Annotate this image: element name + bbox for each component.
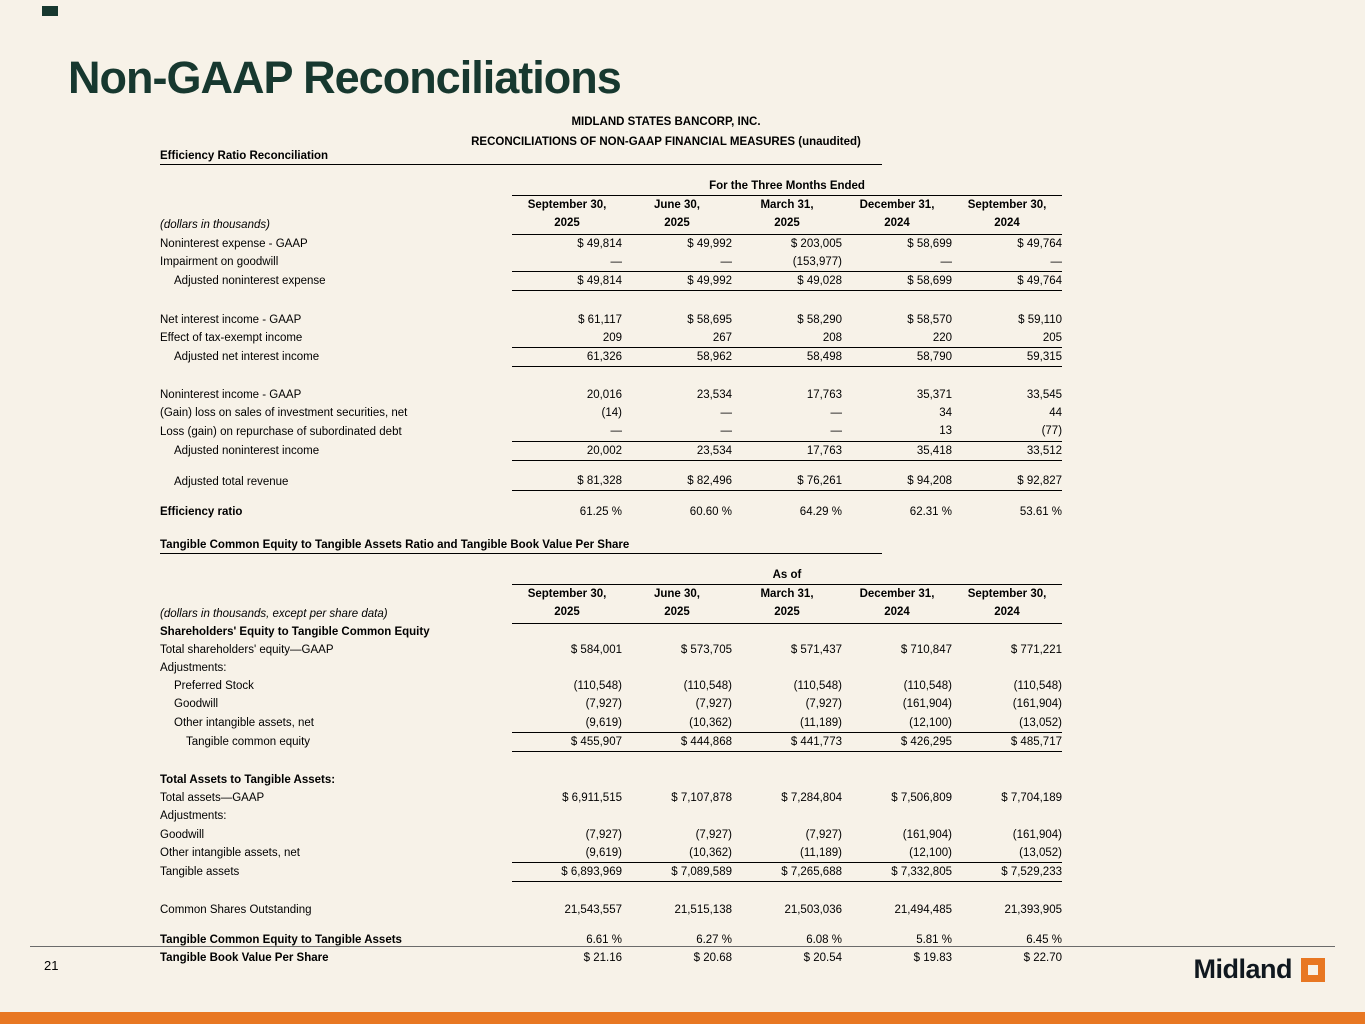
cell-value: $ 58,699 bbox=[842, 271, 952, 290]
cell-value: (110,548) bbox=[793, 680, 842, 693]
column-header: September 30, 2025 bbox=[512, 584, 622, 623]
footer-divider bbox=[30, 946, 1335, 947]
cell-value: 58,962 bbox=[622, 347, 732, 366]
cell-value: $ 58,695 bbox=[687, 313, 732, 326]
cell-value: $ 94,208 bbox=[842, 472, 952, 491]
column-header: September 30, 2024 bbox=[952, 584, 1062, 623]
table-row bbox=[160, 901, 1062, 919]
column-header: June 30, 2025 bbox=[622, 584, 732, 623]
cell-value: 58,790 bbox=[842, 347, 952, 366]
cell-value: $ 59,110 bbox=[1018, 313, 1063, 326]
cell-value: 5.81 % bbox=[916, 934, 952, 947]
column-header: June 30, 2025 bbox=[622, 196, 732, 235]
cell-value: 64.29 % bbox=[799, 505, 842, 518]
table-row bbox=[160, 503, 1062, 521]
cell-value: 17,763 bbox=[732, 441, 842, 460]
page-title: Non-GAAP Reconciliations bbox=[68, 52, 621, 103]
units-note: (dollars in thousands, except per share data) bbox=[160, 607, 388, 620]
row-label: Efficiency ratio bbox=[160, 505, 243, 518]
row-label: Common Shares Outstanding bbox=[160, 904, 312, 917]
row-label: Tangible common equity bbox=[186, 736, 311, 749]
cell-value: $ 49,992 bbox=[622, 271, 732, 290]
table-row bbox=[160, 441, 1062, 460]
cell-value: 267 bbox=[712, 331, 732, 344]
row-label: (Gain) loss on sales of investment securities, net bbox=[160, 407, 408, 420]
cell-value: (7,927) bbox=[805, 828, 842, 841]
cell-value: $ 92,827 bbox=[952, 472, 1062, 491]
cell-value: — bbox=[830, 425, 842, 438]
cell-value: (161,904) bbox=[1012, 828, 1062, 841]
cell-value: (10,362) bbox=[689, 846, 732, 859]
cell-value: 53.61 % bbox=[1019, 505, 1063, 518]
cell-value bbox=[732, 771, 842, 789]
cell-value: $ 7,089,589 bbox=[622, 862, 732, 881]
table-header-row bbox=[160, 196, 1062, 235]
cell-value: 220 bbox=[932, 331, 952, 344]
row-label: Other intangible assets, net bbox=[160, 847, 300, 860]
cell-value: — bbox=[720, 407, 732, 420]
cell-value: $ 6,893,969 bbox=[512, 862, 622, 881]
cell-value bbox=[952, 659, 1062, 677]
cell-value: — bbox=[720, 255, 732, 268]
table-row bbox=[160, 271, 1062, 290]
cell-value bbox=[952, 771, 1062, 789]
cell-value: (110,548) bbox=[903, 680, 952, 693]
units-note: (dollars in thousands) bbox=[160, 219, 270, 232]
cell-value: (161,904) bbox=[902, 698, 952, 711]
cell-value: 21,543,557 bbox=[564, 904, 622, 917]
table-row bbox=[160, 472, 1062, 491]
cell-value: $ 6,911,515 bbox=[562, 792, 622, 805]
cell-value: $ 485,717 bbox=[952, 732, 1062, 751]
cell-value: $ 20.54 bbox=[803, 952, 842, 965]
row-label: Adjusted net interest income bbox=[174, 351, 320, 364]
document-subtitle: RECONCILIATIONS OF NON-GAAP FINANCIAL MEASURES (unaudited) bbox=[471, 136, 861, 149]
period-header: As of bbox=[512, 566, 1062, 585]
cell-value: $ 441,773 bbox=[732, 732, 842, 751]
cell-value: $ 49,764 bbox=[1017, 237, 1063, 250]
cell-value: (161,904) bbox=[902, 828, 952, 841]
table-row bbox=[160, 732, 1062, 751]
spacer-row bbox=[160, 366, 1062, 386]
cell-value bbox=[512, 623, 622, 641]
document-header bbox=[0, 112, 1332, 152]
cell-value: $ 7,107,878 bbox=[671, 792, 732, 805]
table-row bbox=[160, 253, 1062, 272]
cell-value: — bbox=[940, 255, 952, 268]
row-label: Tangible assets bbox=[160, 866, 240, 879]
cell-value: (7,927) bbox=[585, 698, 622, 711]
cell-value: (9,619) bbox=[585, 846, 622, 859]
cell-value: 20,016 bbox=[586, 389, 622, 402]
table-header-row bbox=[160, 566, 1062, 585]
table-header-row bbox=[160, 584, 1062, 623]
cell-value: 61.25 % bbox=[579, 505, 622, 518]
cell-value: (10,362) bbox=[689, 716, 732, 729]
cell-value: — bbox=[720, 425, 732, 438]
row-label: Preferred Stock bbox=[174, 680, 254, 693]
cell-value: (77) bbox=[1041, 425, 1063, 438]
cell-value: (7,927) bbox=[695, 828, 732, 841]
cell-value: $ 573,705 bbox=[680, 644, 732, 657]
cell-value: (110,548) bbox=[683, 680, 732, 693]
row-label: Tangible Common Equity to Tangible Assets bbox=[160, 934, 402, 947]
cell-value: 21,494,485 bbox=[894, 904, 952, 917]
cell-value: $ 58,570 bbox=[907, 313, 952, 326]
table-header-row bbox=[160, 177, 1062, 196]
cell-value: (13,052) bbox=[1019, 846, 1062, 859]
cell-value: 208 bbox=[822, 331, 842, 344]
cell-value: (7,927) bbox=[585, 828, 622, 841]
cell-value: $ 571,437 bbox=[790, 644, 842, 657]
cell-value: $ 203,005 bbox=[790, 237, 842, 250]
cell-value: — bbox=[610, 255, 622, 268]
logo-text: Midland bbox=[1193, 954, 1292, 984]
bottom-accent-bar bbox=[0, 1012, 1365, 1024]
cell-value: — bbox=[610, 425, 622, 438]
column-header: September 30, 2025 bbox=[512, 196, 622, 235]
cell-value: $ 49,764 bbox=[952, 271, 1062, 290]
cell-value: 33,512 bbox=[952, 441, 1062, 460]
cell-value: 60.60 % bbox=[689, 505, 732, 518]
spacer-row bbox=[160, 291, 1062, 311]
cell-value: $ 444,868 bbox=[622, 732, 732, 751]
column-header: September 30, 2024 bbox=[952, 196, 1062, 235]
cell-value: $ 426,295 bbox=[842, 732, 952, 751]
cell-value: $ 76,261 bbox=[732, 472, 842, 491]
column-header: December 31, 2024 bbox=[842, 196, 952, 235]
row-label: Adjusted noninterest income bbox=[174, 445, 320, 458]
table-row bbox=[160, 386, 1062, 404]
cell-value: $ 7,704,189 bbox=[1001, 792, 1062, 805]
row-label: Goodwill bbox=[160, 828, 205, 841]
cell-value: 34 bbox=[939, 407, 952, 420]
cell-value: (110,548) bbox=[573, 680, 622, 693]
column-header: March 31, 2025 bbox=[732, 196, 842, 235]
cell-value: 59,315 bbox=[952, 347, 1062, 366]
efficiency-ratio-table bbox=[160, 177, 1062, 521]
cell-value: $ 455,907 bbox=[512, 732, 622, 751]
cell-value: (11,189) bbox=[800, 716, 842, 729]
section-title-efficiency-ratio: Efficiency Ratio Reconciliation bbox=[160, 150, 882, 165]
spacer-row bbox=[160, 919, 1062, 931]
cell-value: (11,189) bbox=[800, 846, 842, 859]
cell-value: $ 19.83 bbox=[913, 952, 952, 965]
cell-value: (7,927) bbox=[695, 698, 732, 711]
spacer-row bbox=[160, 491, 1062, 503]
cell-value: 61,326 bbox=[512, 347, 622, 366]
logo-square-icon bbox=[1301, 958, 1325, 982]
cell-value: 6.08 % bbox=[806, 934, 842, 947]
cell-value: $ 82,496 bbox=[622, 472, 732, 491]
cell-value: $ 20.68 bbox=[693, 952, 732, 965]
cell-value bbox=[842, 659, 952, 677]
row-label: Adjusted total revenue bbox=[174, 475, 289, 488]
section-title-tangible-equity: Tangible Common Equity to Tangible Assets Ratio and Tangible Book Value Per Share bbox=[160, 539, 882, 554]
cell-value: 205 bbox=[1042, 331, 1063, 344]
cell-value bbox=[622, 807, 732, 825]
cell-value: (161,904) bbox=[1012, 698, 1062, 711]
cell-value: (14) bbox=[601, 407, 622, 420]
period-header: For the Three Months Ended bbox=[512, 177, 1062, 196]
cell-value: (153,977) bbox=[792, 255, 842, 268]
corner-mark bbox=[42, 6, 58, 16]
cell-value: — bbox=[1050, 255, 1063, 268]
cell-value: $ 81,328 bbox=[512, 472, 622, 491]
cell-value bbox=[732, 807, 842, 825]
cell-value: (110,548) bbox=[1013, 680, 1062, 693]
row-label: Adjustments: bbox=[160, 810, 227, 823]
cell-value: (9,619) bbox=[585, 716, 622, 729]
row-label: Adjustments: bbox=[160, 662, 227, 675]
table-row bbox=[160, 422, 1062, 441]
cell-value: 21,515,138 bbox=[674, 904, 732, 917]
cell-value bbox=[512, 807, 622, 825]
cell-value: 33,545 bbox=[1026, 389, 1063, 402]
table-row bbox=[160, 659, 1062, 677]
tangible-equity-table bbox=[160, 566, 1062, 968]
cell-value bbox=[952, 807, 1062, 825]
row-label: Effect of tax-exempt income bbox=[160, 332, 303, 345]
cell-value: 21,503,036 bbox=[784, 904, 842, 917]
row-label: Noninterest expense - GAAP bbox=[160, 237, 308, 250]
cell-value: $ 49,814 bbox=[577, 237, 622, 250]
cell-value: — bbox=[830, 407, 842, 420]
column-header: March 31, 2025 bbox=[732, 584, 842, 623]
row-label: Total assets—GAAP bbox=[160, 792, 265, 805]
table-row bbox=[160, 771, 1062, 789]
cell-value: 6.61 % bbox=[586, 934, 622, 947]
company-name: MIDLAND STATES BANCORP, INC. bbox=[571, 116, 761, 128]
row-label: Adjusted noninterest expense bbox=[174, 275, 326, 288]
cell-value bbox=[622, 771, 732, 789]
spacer-row bbox=[160, 881, 1062, 901]
cell-value: $ 7,529,233 bbox=[952, 862, 1062, 881]
cell-value: 23,534 bbox=[622, 441, 732, 460]
cell-value bbox=[512, 771, 622, 789]
cell-value: (12,100) bbox=[909, 716, 952, 729]
page-number: 21 bbox=[44, 958, 59, 973]
cell-value: $ 7,506,809 bbox=[891, 792, 952, 805]
cell-value: $ 584,001 bbox=[570, 644, 622, 657]
cell-value: 44 bbox=[1049, 407, 1063, 420]
spacer-row bbox=[160, 460, 1062, 472]
cell-value bbox=[732, 659, 842, 677]
cell-value: $ 21.16 bbox=[583, 952, 622, 965]
cell-value: (7,927) bbox=[805, 698, 842, 711]
cell-value: $ 22.70 bbox=[1023, 952, 1062, 965]
cell-value bbox=[842, 623, 952, 641]
cell-value: 13 bbox=[939, 425, 952, 438]
cell-value bbox=[622, 623, 732, 641]
tables-area bbox=[160, 150, 1062, 968]
table-row bbox=[160, 949, 1062, 967]
row-label: Net interest income - GAAP bbox=[160, 313, 302, 326]
cell-value: $ 49,814 bbox=[512, 271, 622, 290]
cell-value: $ 7,332,805 bbox=[842, 862, 952, 881]
cell-value: $ 49,028 bbox=[732, 271, 842, 290]
table-row bbox=[160, 862, 1062, 881]
spacer-row bbox=[160, 751, 1062, 771]
cell-value: $ 58,699 bbox=[907, 237, 952, 250]
cell-value: 6.45 % bbox=[1026, 934, 1062, 947]
cell-value: $ 7,284,804 bbox=[781, 792, 842, 805]
table-row bbox=[160, 789, 1062, 807]
cell-value: (12,100) bbox=[909, 846, 952, 859]
row-label: Goodwill bbox=[174, 698, 219, 711]
table-row bbox=[160, 714, 1062, 733]
table-row bbox=[160, 404, 1062, 422]
cell-value bbox=[842, 771, 952, 789]
table-row bbox=[160, 234, 1062, 253]
cell-value: 35,371 bbox=[916, 389, 952, 402]
row-label: Impairment on goodwill bbox=[160, 256, 279, 269]
table-row bbox=[160, 641, 1062, 659]
cell-value bbox=[732, 623, 842, 641]
table-row bbox=[160, 347, 1062, 366]
cell-value: 209 bbox=[602, 331, 622, 344]
cell-value: $ 61,117 bbox=[578, 313, 622, 326]
table-row bbox=[160, 844, 1062, 863]
cell-value: $ 7,265,688 bbox=[732, 862, 842, 881]
table-row bbox=[160, 826, 1062, 844]
cell-value: 21,393,905 bbox=[1004, 904, 1062, 917]
cell-value: $ 771,221 bbox=[1010, 644, 1062, 657]
row-label: Total Assets to Tangible Assets: bbox=[160, 774, 336, 787]
table-row bbox=[160, 807, 1062, 825]
cell-value: 17,763 bbox=[806, 389, 842, 402]
column-header: December 31, 2024 bbox=[842, 584, 952, 623]
table-row bbox=[160, 695, 1062, 713]
row-label: Loss (gain) on repurchase of subordinated debt bbox=[160, 425, 402, 438]
cell-value bbox=[622, 659, 732, 677]
midland-logo bbox=[1194, 954, 1326, 985]
row-label: Other intangible assets, net bbox=[174, 717, 314, 730]
table-row bbox=[160, 677, 1062, 695]
cell-value: $ 710,847 bbox=[900, 644, 952, 657]
row-label: Shareholders' Equity to Tangible Common Equity bbox=[160, 626, 430, 639]
cell-value bbox=[842, 807, 952, 825]
cell-value: 35,418 bbox=[842, 441, 952, 460]
cell-value: (13,052) bbox=[1019, 716, 1062, 729]
row-label: Total shareholders' equity—GAAP bbox=[160, 644, 334, 657]
table-row bbox=[160, 329, 1062, 348]
table-row bbox=[160, 311, 1062, 329]
cell-value bbox=[952, 623, 1062, 641]
cell-value: 23,534 bbox=[696, 389, 732, 402]
cell-value: 20,002 bbox=[512, 441, 622, 460]
cell-value: $ 58,290 bbox=[797, 313, 842, 326]
table-row bbox=[160, 623, 1062, 641]
cell-value: $ 49,992 bbox=[687, 237, 732, 250]
cell-value: 58,498 bbox=[732, 347, 842, 366]
cell-value bbox=[512, 659, 622, 677]
row-label: Noninterest income - GAAP bbox=[160, 389, 302, 402]
cell-value: 62.31 % bbox=[909, 505, 952, 518]
row-label: Tangible Book Value Per Share bbox=[160, 952, 329, 965]
cell-value: 6.27 % bbox=[696, 934, 732, 947]
